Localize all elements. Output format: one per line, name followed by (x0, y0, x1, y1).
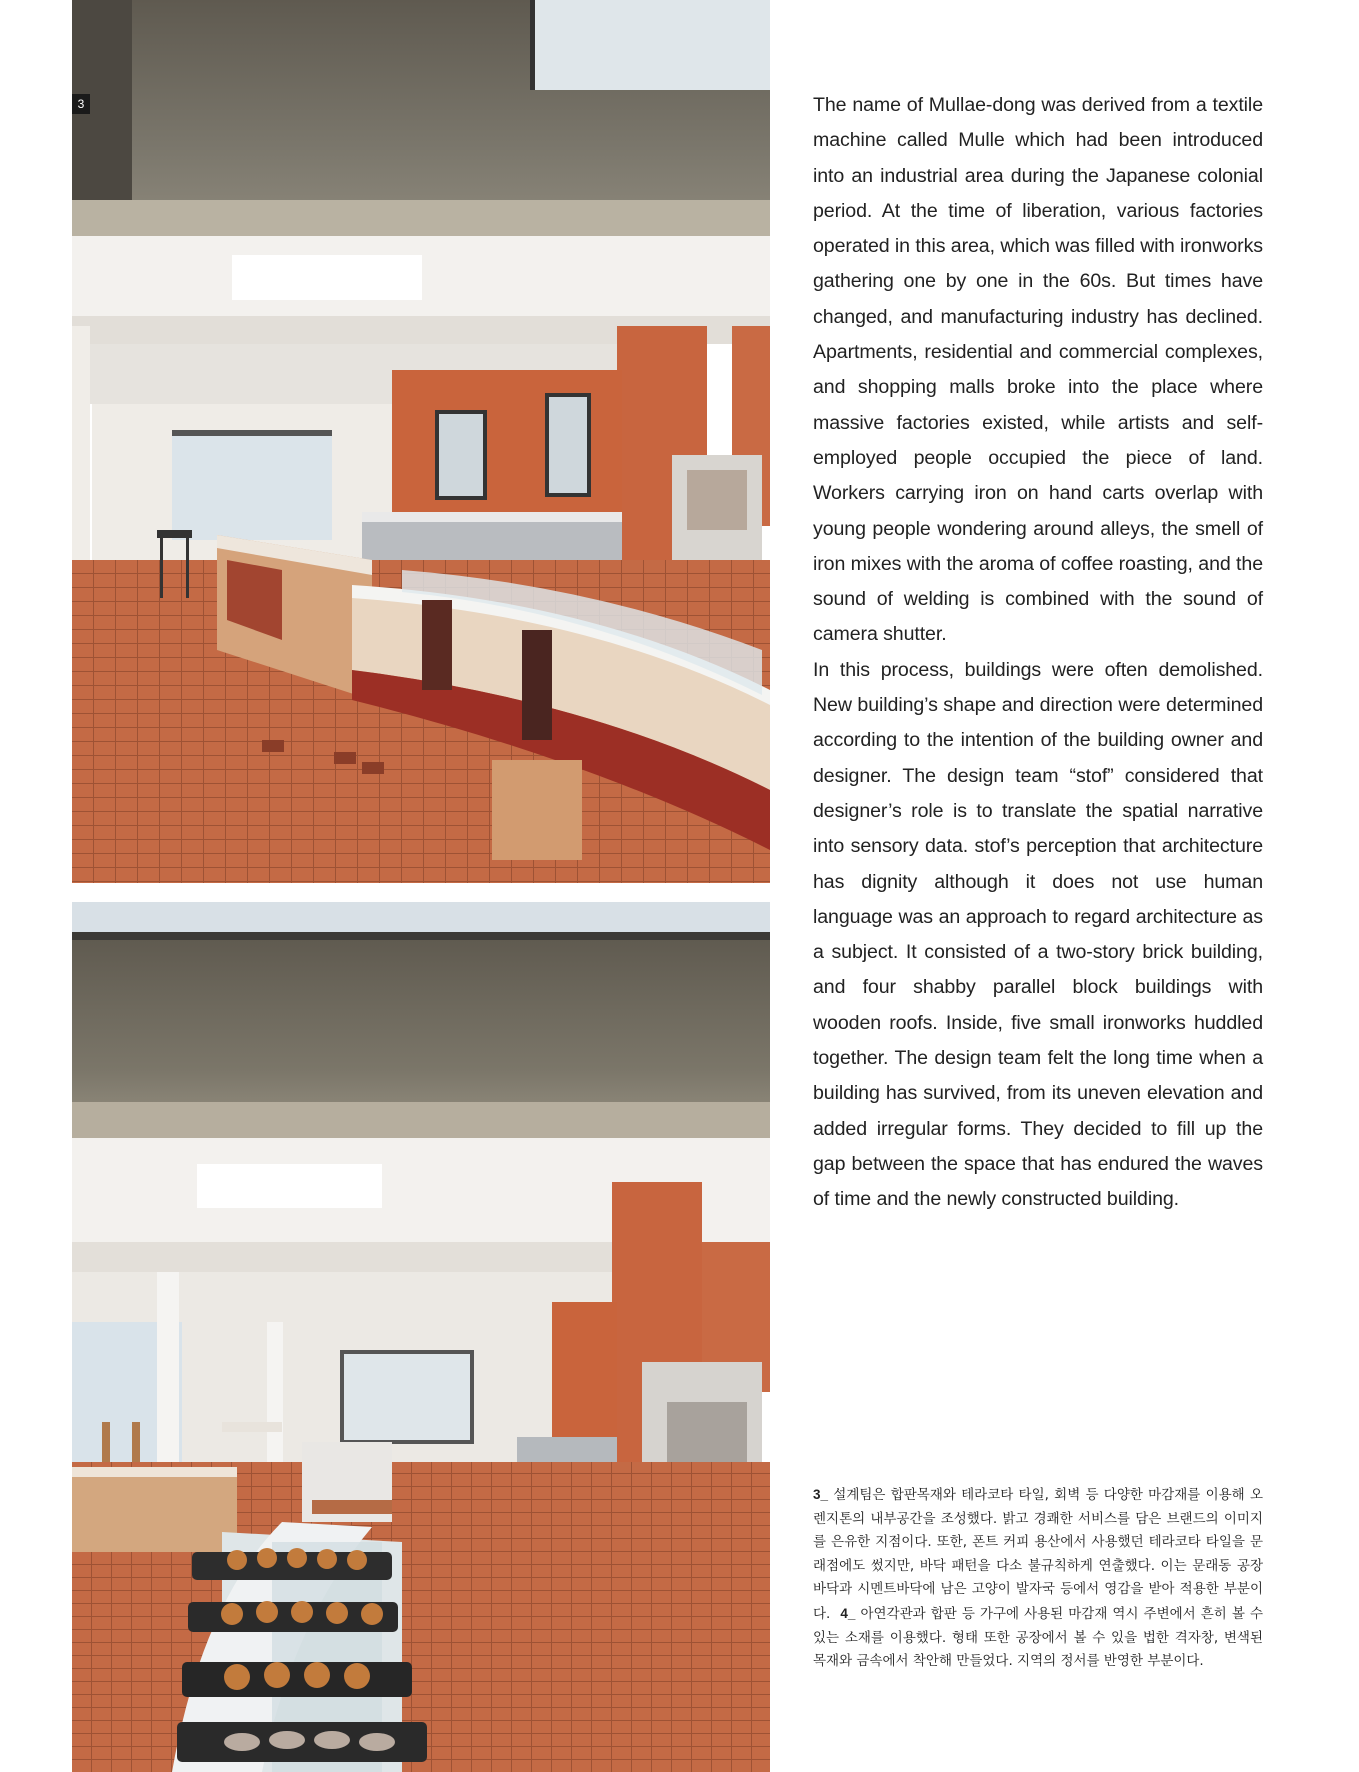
photo-caption (813, 1483, 1263, 1674)
cafe-interior-image (72, 0, 770, 883)
caption-text-3: 설계팀은 합판목재와 테라코타 타일, 회벽 등 다양한 마감재를 이용해 오렌지톤의 내부공간을 조성했다. 밝고 경쾌한 서비스를 담은 브랜드의 이미지를 은유한 지점이다. 또한, 폰트 커피 용산에서 사용했던 테라코타 타일을 문래점에도 썼지만, 바닥 패턴을 다소 불규칙하게 연출했다. 이는 문래동 공장바닥과 시멘트바닥에 남은 고양이 발자국 등에서 영감을 받아 적용한 부분이다. (813, 1487, 1263, 1622)
photo-figure-4 (72, 902, 770, 1772)
caption-number-4: 4_ (840, 1605, 856, 1621)
article-paragraph-1: The name of Mullae-dong was derived from a textile machine called Mulle which had been introduced into an industrial area during the Japanese colonial period. At the time of liberation, various factories operated in this area, which was filled with ironworks gathering one by one in the 60s. But times have changed, and manufacturing industry has declined. Apartments, residential and commercial complexes, and shopping malls broke into the place where massive factories existed, while artists and self-employed people occupied the piece of land. Workers carrying iron on hand carts overlap with young people wondering around alleys, the smell of iron mixes with the aroma of coffee roasting, and the sound of welding is combined with the sound of camera shutter. (813, 94, 1263, 646)
figure-number-badge: 3 (72, 94, 90, 114)
photo-figure-3 (72, 0, 770, 883)
pastry-display-image (72, 902, 770, 1772)
article-paragraph-2: In this process, buildings were often demolished. New building’s shape and direction were determined according to the intention of the building owner and designer. The design team “stof” considered that designer’s role is to translate the spatial narrative into sensory data. stof’s perception that architecture has dignity although it does not use human language was an approach to regard architecture as a subject. It consisted of a two-story brick building, and four shabby parallel block buildings with wooden roofs. Inside, five small ironworks huddled together. The design team felt the long time when a building has survived, from its uneven elevation and added irregular forms. They decided to fill up the gap between the space that has endured the waves of time and the newly constructed building. (813, 658, 1263, 1211)
caption-number-3: 3_ (813, 1487, 829, 1502)
caption-text-4: 아연각관과 합판 등 가구에 사용된 마감재 역시 주변에서 흔히 볼 수 있는 소재를 이용했다. 형태 또한 공장에서 볼 수 있을 법한 격자창, 변색된 목재와 금속에서 착안해 만들었다. 지역의 정서를 반영한 부분이다. (813, 1605, 1263, 1670)
article-body (813, 88, 1263, 1218)
